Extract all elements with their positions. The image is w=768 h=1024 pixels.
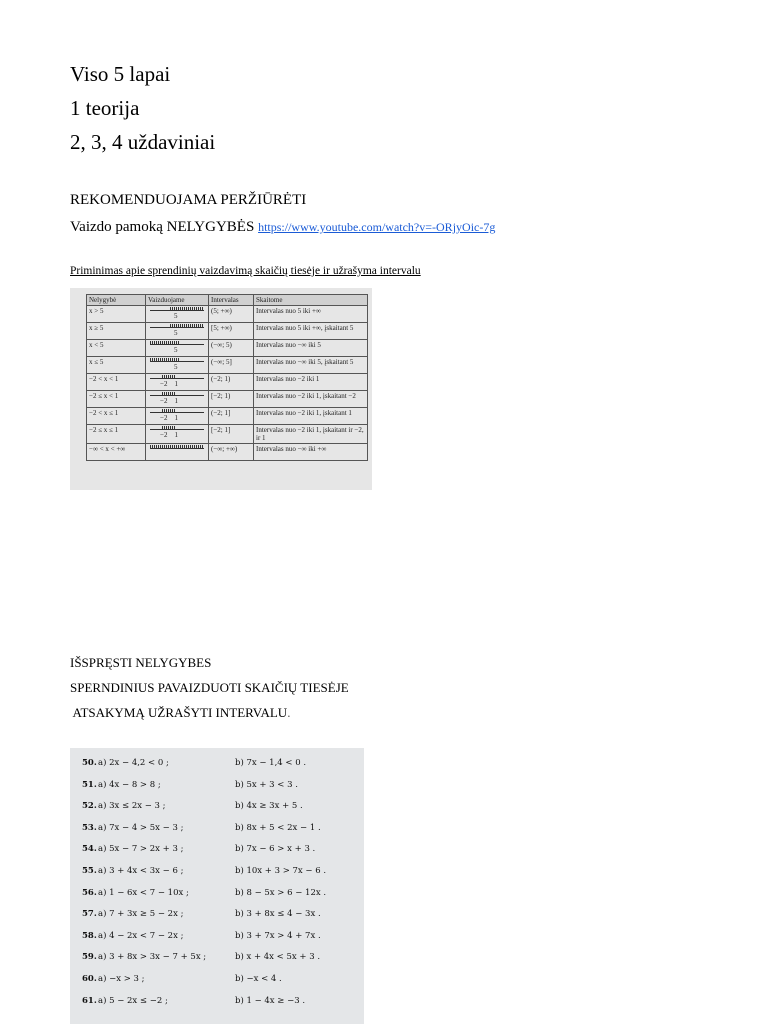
exercise-number: 54. bbox=[82, 844, 97, 855]
task-line-3-text: ATSAKYMĄ UŽRAŠYTI INTERVALU bbox=[70, 705, 288, 720]
col-graph: Vaizduojame bbox=[146, 295, 209, 306]
exercise-number: 59. bbox=[82, 952, 97, 963]
exercise-number: 56. bbox=[82, 887, 97, 898]
row-graph bbox=[146, 374, 209, 391]
exercise-number: 50. bbox=[82, 758, 97, 768]
video-line bbox=[70, 217, 495, 237]
number-line-label: −2 1 bbox=[160, 380, 178, 388]
table-row bbox=[87, 391, 368, 408]
row-read: Intervalas nuo −∞ iki +∞ bbox=[254, 444, 368, 461]
exercise-part-b: b) −x < 4 . bbox=[235, 974, 282, 984]
number-line-label: 5 bbox=[174, 363, 178, 371]
table-row bbox=[87, 306, 368, 323]
exercise-part-b: b) 8 − 5x > 6 − 12x . bbox=[235, 887, 327, 898]
number-line bbox=[148, 341, 206, 354]
exercise-number: 51. bbox=[82, 779, 97, 790]
row-interval: [−2; 1] bbox=[209, 425, 254, 444]
row-interval: (5; +∞) bbox=[209, 306, 254, 323]
col-read: Skaitome bbox=[254, 295, 368, 306]
reminder-heading: Priminimas apie sprendinių vaizdavimą skaičių tiesėje ir užrašyma intervalu bbox=[70, 265, 421, 277]
row-interval: [−2; 1) bbox=[209, 391, 254, 408]
table-row bbox=[87, 340, 368, 357]
header-sheets: Viso 5 lapai bbox=[70, 62, 171, 86]
exercise-number: 61. bbox=[82, 995, 97, 1006]
exercise-row bbox=[70, 823, 364, 843]
row-interval: (−∞; 5] bbox=[209, 357, 254, 374]
table-row bbox=[87, 444, 368, 461]
number-line-axis bbox=[150, 378, 204, 379]
row-read: Intervalas nuo −∞ iki 5, įskaitant 5 bbox=[254, 357, 368, 374]
exercise-part-a: a) 7x − 4 > 5x − 3 ; bbox=[98, 822, 184, 833]
number-line bbox=[148, 307, 206, 320]
row-inequality: x > 5 bbox=[87, 306, 146, 323]
number-line bbox=[148, 358, 206, 371]
row-graph bbox=[146, 323, 209, 340]
number-line-axis bbox=[150, 310, 204, 311]
exercise-part-b: b) 3 + 7x > 4 + 7x . bbox=[235, 930, 321, 941]
task-line-2: SPERNDINIUS PAVAIZDUOTI SKAIČIŲ TIESĖJE bbox=[70, 680, 349, 695]
exercise-part-a: a) 5 − 2x ≤ −2 ; bbox=[98, 995, 168, 1006]
exercise-part-a: a) 4 − 2x < 7 − 2x ; bbox=[98, 930, 184, 941]
number-line-axis bbox=[150, 429, 204, 430]
exercise-part-a: a) 3 + 4x < 3x − 6 ; bbox=[98, 866, 184, 876]
row-graph bbox=[146, 340, 209, 357]
row-read: Intervalas nuo 5 iki +∞ bbox=[254, 306, 368, 323]
exercise-part-a: a) 1 − 6x < 7 − 10x ; bbox=[98, 887, 189, 898]
row-graph bbox=[146, 306, 209, 323]
task-line-3 bbox=[70, 704, 290, 721]
task-line-1: IŠSPRĘSTI NELYGYBES bbox=[70, 655, 212, 670]
exercise-part-b: b) 1 − 4x ≥ −3 . bbox=[235, 995, 306, 1006]
exercise-row bbox=[70, 758, 364, 778]
row-inequality: −2 ≤ x ≤ 1 bbox=[87, 425, 146, 444]
exercise-number: 55. bbox=[82, 866, 97, 876]
row-interval: (−2; 1] bbox=[209, 408, 254, 425]
table-row bbox=[87, 374, 368, 391]
exercise-part-a: a) −x > 3 ; bbox=[98, 974, 145, 984]
exercise-part-b: b) 5x + 3 < 3 . bbox=[235, 779, 298, 790]
exercise-part-a: a) 5x − 7 > 2x + 3 ; bbox=[98, 844, 184, 855]
exercise-row bbox=[70, 996, 364, 1016]
row-graph bbox=[146, 357, 209, 374]
table-row bbox=[87, 425, 368, 444]
recommend-title: REKOMENDUOJAMA PERŽIŪRĖTI bbox=[70, 192, 307, 208]
exercise-part-b: b) 3 + 8x ≤ 4 − 3x . bbox=[235, 909, 321, 920]
number-line bbox=[148, 426, 206, 439]
video-link[interactable]: https://www.youtube.com/watch?v=-ORjyOic-7g bbox=[258, 220, 496, 234]
row-read: Intervalas nuo −2 iki 1 bbox=[254, 374, 368, 391]
row-inequality: −∞ < x < +∞ bbox=[87, 444, 146, 461]
row-inequality: −2 < x < 1 bbox=[87, 374, 146, 391]
exercise-part-a: a) 3 + 8x > 3x − 7 + 5x ; bbox=[98, 952, 207, 963]
number-line bbox=[148, 409, 206, 422]
table-row bbox=[87, 357, 368, 374]
exercise-number: 58. bbox=[82, 930, 97, 941]
number-line-label: −2 1 bbox=[160, 431, 178, 439]
row-graph bbox=[146, 408, 209, 425]
header-theory: 1 teorija bbox=[70, 96, 140, 120]
row-read: Intervalas nuo 5 iki +∞, įskaitant 5 bbox=[254, 323, 368, 340]
video-text: Vaizdo pamoką NELYGYBĖS bbox=[70, 219, 255, 235]
exercise-number: 57. bbox=[82, 909, 97, 920]
exercise-row bbox=[70, 888, 364, 908]
number-line-axis bbox=[150, 412, 204, 413]
col-inequality: Nelygybė bbox=[87, 295, 146, 306]
row-inequality: −2 < x ≤ 1 bbox=[87, 408, 146, 425]
exercises-scan bbox=[70, 748, 364, 1024]
interval-table-scan bbox=[70, 288, 372, 490]
exercise-row bbox=[70, 866, 364, 886]
row-read: Intervalas nuo −∞ iki 5 bbox=[254, 340, 368, 357]
table-row bbox=[87, 408, 368, 425]
exercise-row bbox=[70, 931, 364, 951]
exercise-part-a: a) 2x − 4,2 < 0 ; bbox=[98, 758, 169, 768]
col-interval: Intervalas bbox=[209, 295, 254, 306]
row-graph bbox=[146, 425, 209, 444]
exercise-number: 60. bbox=[82, 974, 97, 984]
number-line bbox=[148, 375, 206, 388]
number-line-label: −2 1 bbox=[160, 397, 178, 405]
task-line-3-period: . bbox=[287, 705, 291, 720]
number-line-label: 5 bbox=[174, 312, 178, 320]
exercise-part-b: b) 8x + 5 < 2x − 1 . bbox=[235, 822, 321, 833]
exercise-part-a: a) 7 + 3x ≥ 5 − 2x ; bbox=[98, 909, 184, 920]
exercise-row bbox=[70, 780, 364, 800]
row-inequality: x ≤ 5 bbox=[87, 357, 146, 374]
exercise-part-b: b) 7x − 6 > x + 3 . bbox=[235, 844, 316, 855]
exercise-row bbox=[70, 974, 364, 994]
exercise-number: 53. bbox=[82, 822, 97, 833]
row-interval: [5; +∞) bbox=[209, 323, 254, 340]
row-inequality: −2 ≤ x < 1 bbox=[87, 391, 146, 408]
number-line bbox=[148, 324, 206, 337]
number-line-axis bbox=[150, 395, 204, 396]
header-tasks: 2, 3, 4 uždaviniai bbox=[70, 130, 216, 154]
exercise-row bbox=[70, 952, 364, 972]
row-interval: (−2; 1) bbox=[209, 374, 254, 391]
number-line-axis bbox=[150, 344, 204, 345]
row-inequality: x ≥ 5 bbox=[87, 323, 146, 340]
number-line-axis bbox=[150, 448, 204, 449]
row-interval: (−∞; 5) bbox=[209, 340, 254, 357]
exercise-number: 52. bbox=[82, 801, 97, 812]
exercise-row bbox=[70, 844, 364, 864]
row-interval: (−∞; +∞) bbox=[209, 444, 254, 461]
row-read: Intervalas nuo −2 iki 1, įskaitant −2 bbox=[254, 391, 368, 408]
row-graph bbox=[146, 391, 209, 408]
row-read: Intervalas nuo −2 iki 1, įskaitant 1 bbox=[254, 408, 368, 425]
exercise-part-b: b) 7x − 1,4 < 0 . bbox=[235, 758, 307, 768]
number-line-label: 5 bbox=[174, 329, 178, 337]
exercise-part-b: b) 4x ≥ 3x + 5 . bbox=[235, 801, 303, 812]
number-line bbox=[148, 392, 206, 405]
table-row bbox=[87, 323, 368, 340]
exercise-part-a: a) 3x ≤ 2x − 3 ; bbox=[98, 801, 166, 812]
exercise-row bbox=[70, 801, 364, 821]
exercise-part-b: b) x + 4x < 5x + 3 . bbox=[235, 952, 321, 963]
exercise-part-b: b) 10x + 3 > 7x − 6 . bbox=[235, 866, 327, 876]
row-read: Intervalas nuo −2 iki 1, įskaitant ir −2, ir 1 bbox=[254, 425, 368, 444]
row-inequality: x < 5 bbox=[87, 340, 146, 357]
number-line-axis bbox=[150, 327, 204, 328]
exercise-part-a: a) 4x − 8 > 8 ; bbox=[98, 779, 161, 790]
interval-table bbox=[86, 294, 368, 461]
number-line-label: −2 1 bbox=[160, 414, 178, 422]
exercise-row bbox=[70, 909, 364, 929]
row-graph bbox=[146, 444, 209, 461]
number-line bbox=[148, 445, 206, 458]
number-line-label: 5 bbox=[174, 346, 178, 354]
number-line-axis bbox=[150, 361, 204, 362]
